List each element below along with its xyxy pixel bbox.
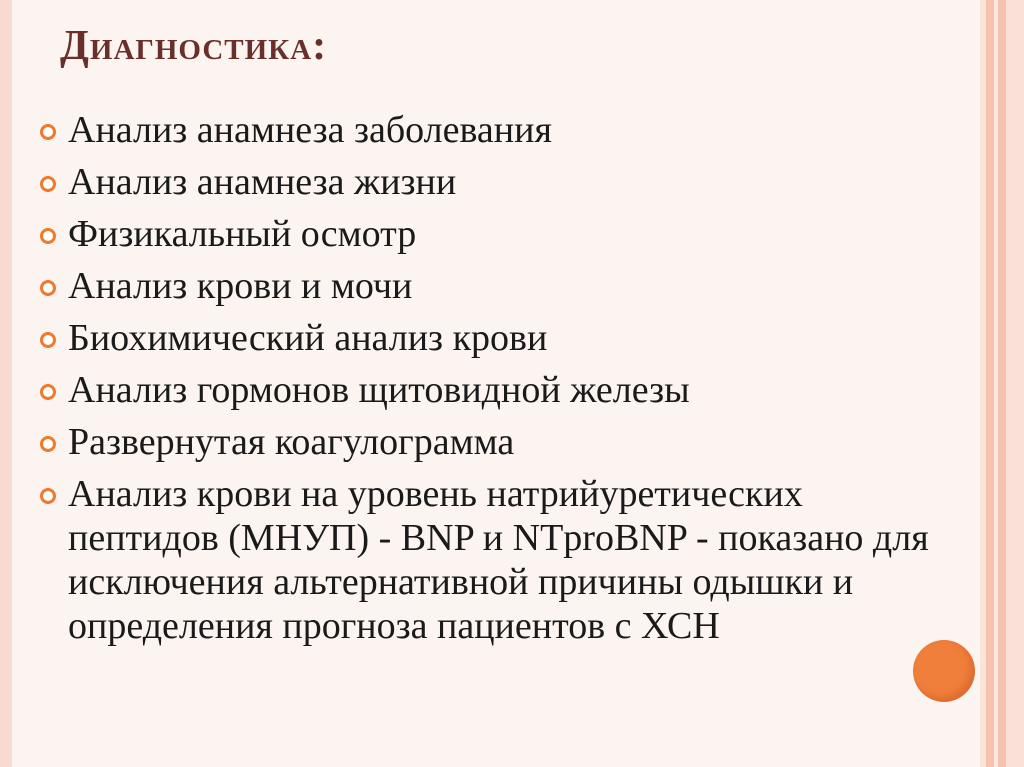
ring-bullet-icon <box>40 384 56 400</box>
list-item-text: Анализ крови и мочи <box>68 265 413 307</box>
left-border <box>0 0 12 767</box>
right-stripe <box>998 0 1006 767</box>
orange-circle-decoration <box>913 640 975 702</box>
list-item <box>40 160 960 204</box>
ring-bullet-icon <box>40 280 56 296</box>
list-item-text: Анализ анамнеза заболевания <box>68 109 552 151</box>
list-item <box>40 212 960 256</box>
list-item-text: Анализ крови на уровень натрийуретических пептидов (МНУП) - BNP и NTproBNP - показано для исключения альтернативной причины одышки и определения прогноза пациентов с ХСН <box>68 473 929 647</box>
right-stripe <box>986 0 994 767</box>
list-item <box>40 472 960 648</box>
list-item <box>40 316 960 360</box>
ring-bullet-icon <box>40 488 56 504</box>
slide-title: Диагностика: <box>60 23 328 69</box>
list-item <box>40 108 960 152</box>
list-item-text: Анализ анамнеза жизни <box>68 161 457 203</box>
list-item <box>40 420 960 464</box>
bullet-list <box>40 108 960 656</box>
ring-bullet-icon <box>40 436 56 452</box>
list-item-text: Физикальный осмотр <box>68 213 417 255</box>
list-item <box>40 264 960 308</box>
ring-bullet-icon <box>40 176 56 192</box>
ring-bullet-icon <box>40 332 56 348</box>
list-item-text: Биохимический анализ крови <box>68 317 548 359</box>
list-item-text: Анализ гормонов щитовидной железы <box>68 369 690 411</box>
list-item <box>40 368 960 412</box>
ring-bullet-icon <box>40 124 56 140</box>
list-item-text: Развернутая коагулограмма <box>68 421 515 463</box>
ring-bullet-icon <box>40 228 56 244</box>
right-stripe <box>1006 0 1024 767</box>
